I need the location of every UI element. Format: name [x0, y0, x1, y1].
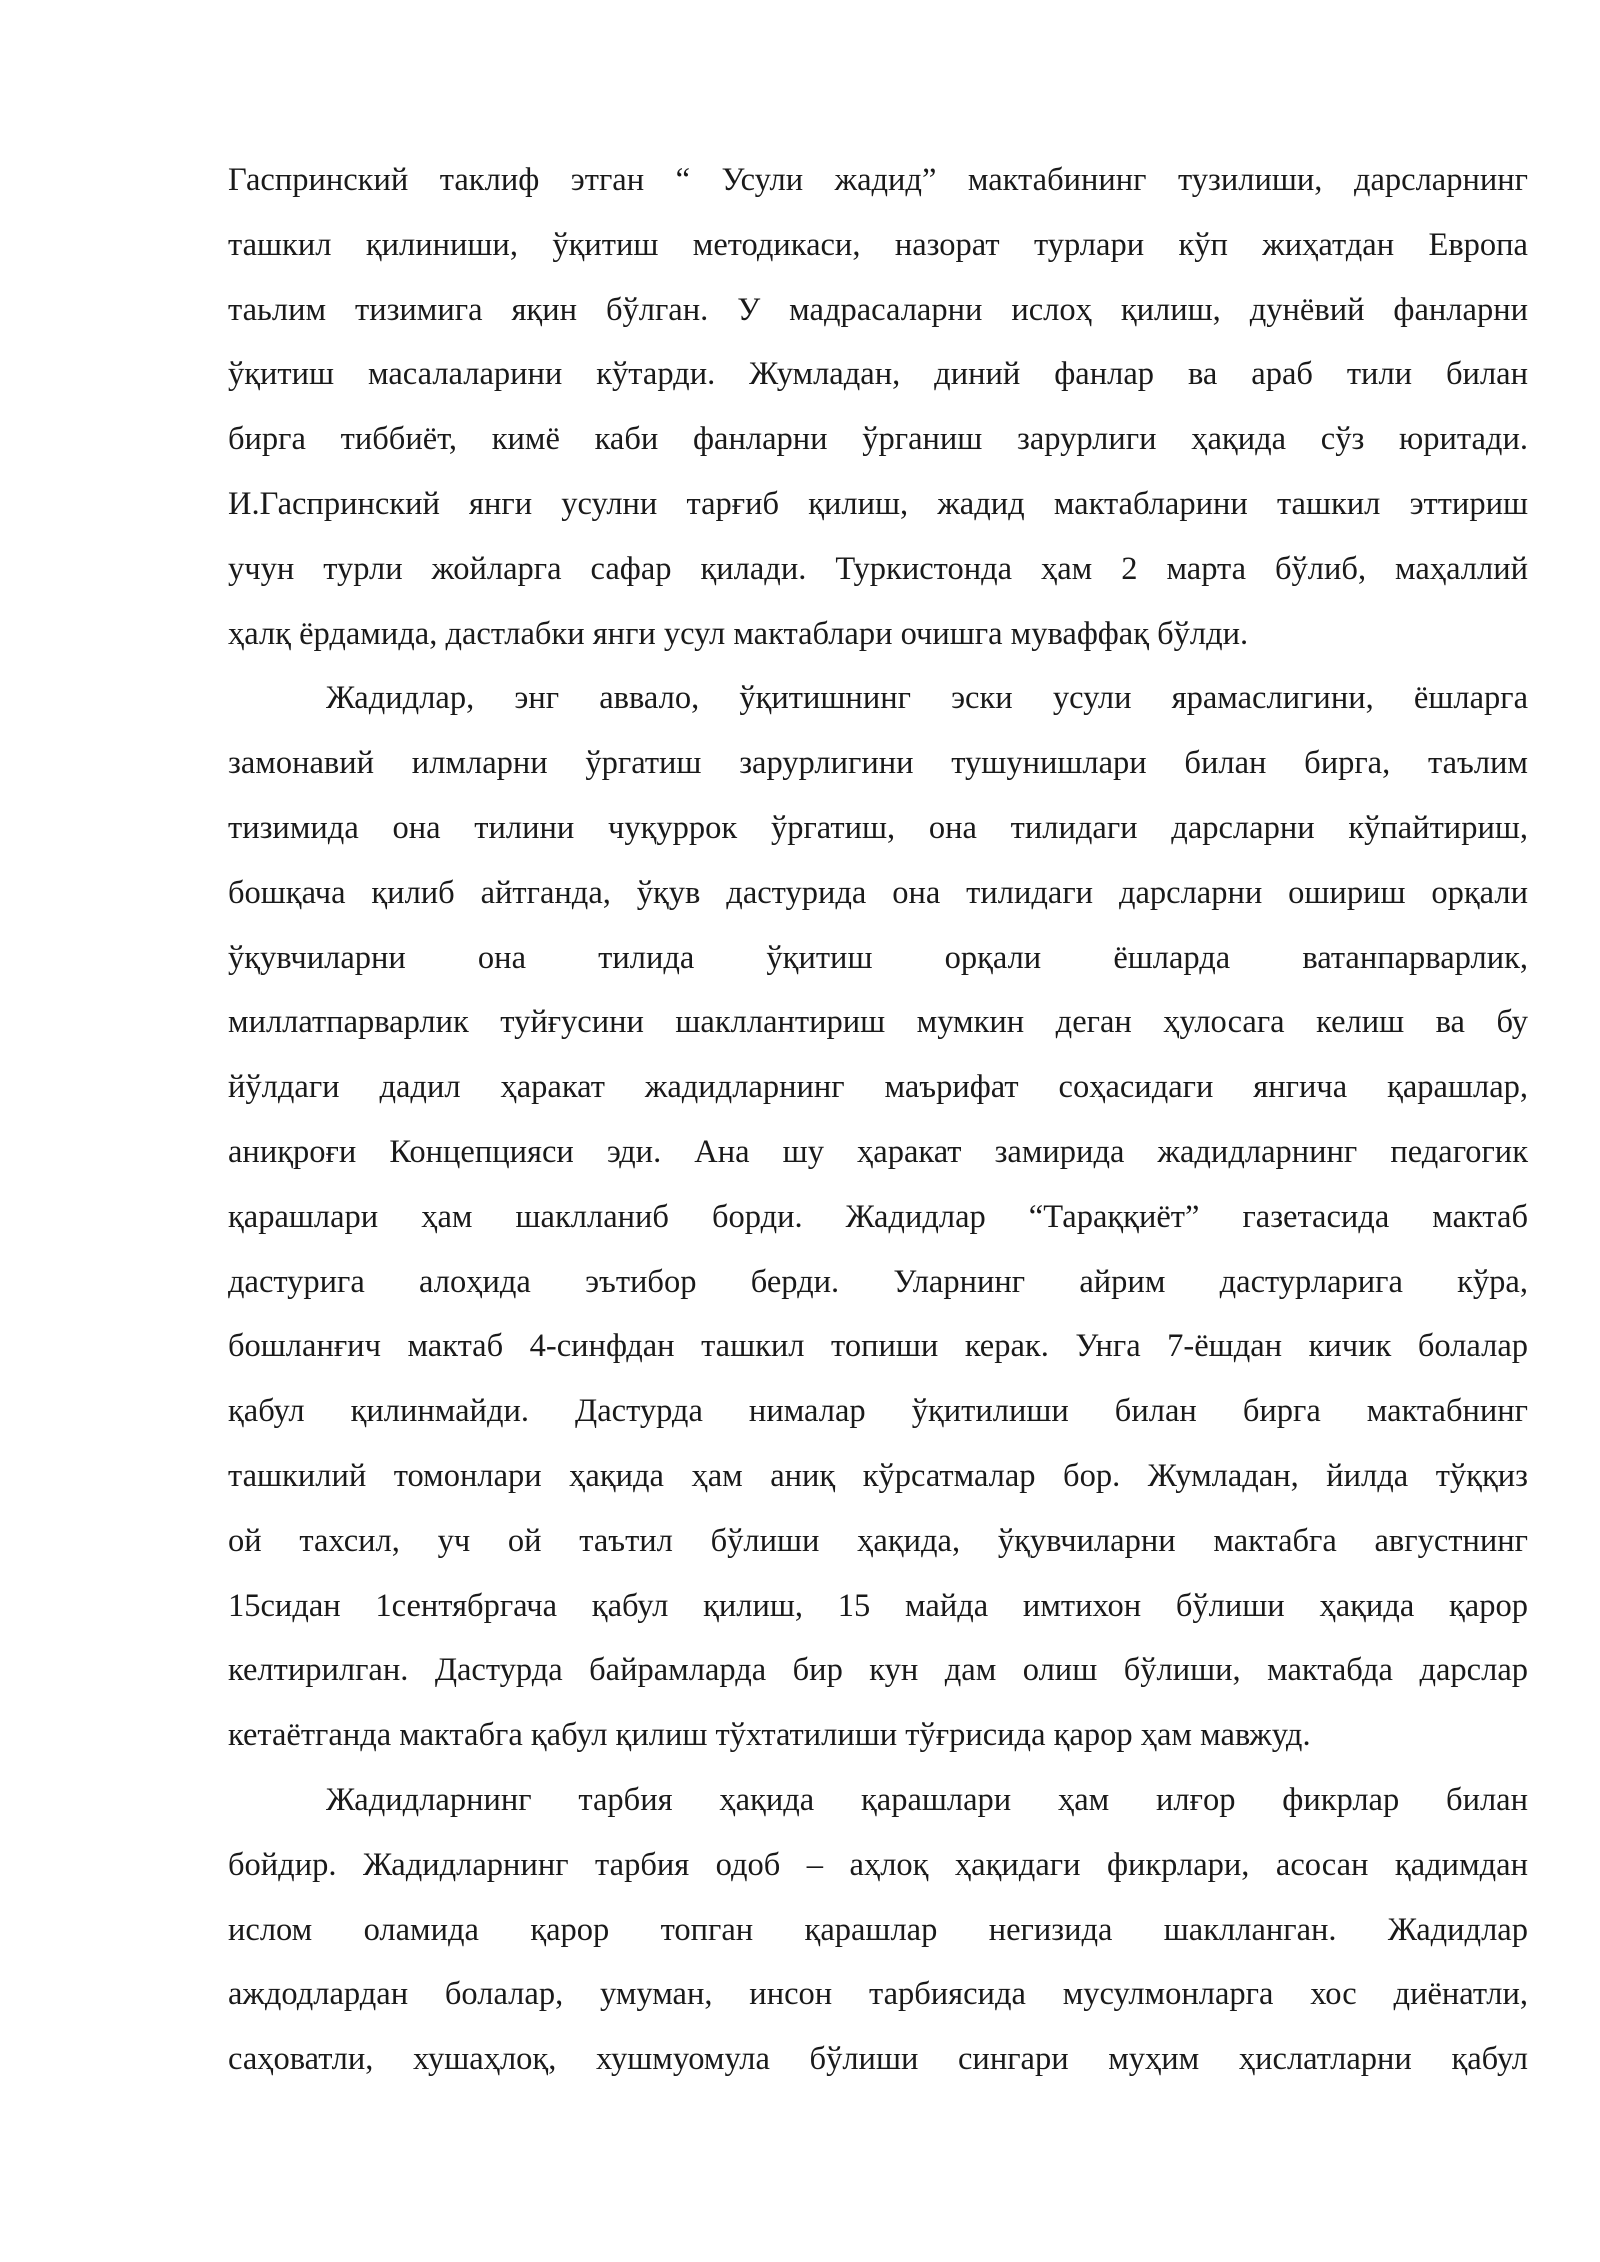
text-line: қабул қилинмайди. Дастурда нималар ўқитилиши билан бирга мактабнинг — [228, 1393, 1528, 1430]
text-line: келтирилган. Дастурда байрамларда бир кун дам олиш бўлиши, мактабда дарслар — [228, 1652, 1528, 1689]
text-line: бирга тиббиёт, кимё каби фанларни ўрганиш зарурлиги ҳақида сўз юритади. — [228, 421, 1528, 458]
text-line: бошланғич мактаб 4-синфдан ташкил топиши керак. Унга 7-ёшдан кичик болалар — [228, 1328, 1528, 1365]
text-line: И.Гаспринский янги усулни тарғиб қилиш, жадид мактабларини ташкил эттириш — [228, 485, 1528, 522]
text-line: Жадидларнинг тарбия ҳақида қарашлари ҳам илғор фикрлар билан — [326, 1781, 1528, 1818]
text-line: аждодлардан болалар, умуман, инсон тарбиясида мусулмонларга хос диёнатли, — [228, 1976, 1528, 2013]
text-line: ташкил қилиниши, ўқитиш методикаси, назорат турлари кўп жиҳатдан Европа — [228, 226, 1528, 263]
text-line: 15сидан 1сентябргача қабул қилиш, 15 майда имтихон бўлиши ҳақида қарор — [228, 1587, 1528, 1624]
text-line: ўқитиш масалаларини кўтарди. Жумладан, диний фанлар ва араб тили билан — [228, 356, 1528, 393]
text-line: бойдир. Жадидларнинг тарбия одоб – аҳлоқ ҳақидаги фикрлари, асосан қадимдан — [228, 1846, 1528, 1883]
document-body — [228, 148, 1528, 2092]
text-line: аниқроғи Концепцияси эди. Ана шу ҳаракат замирида жадидларнинг педагогик — [228, 1133, 1528, 1170]
text-line: ташкилий томонлари ҳақида ҳам аниқ кўрсатмалар бор. Жумладан, йилда тўққиз — [228, 1457, 1528, 1494]
text-line: замонавий илмларни ўргатиш зарурлигини тушунишлари билан бирга, таълим — [228, 745, 1528, 782]
text-line: кетаётганда мактабга қабул қилиш тўхтатилиши тўғрисида қарор ҳам мавжуд. — [228, 1717, 1311, 1754]
text-line: миллатпарварлик туйғусини шакллантириш мумкин деган ҳулосага келиш ва бу — [228, 1004, 1528, 1041]
text-line: қарашлари ҳам шаклланиб борди. Жадидлар “Тараққиёт” газетасида мактаб — [228, 1198, 1528, 1235]
text-line: ислом оламида қарор топган қарашлар негизида шаклланган. Жадидлар — [228, 1911, 1528, 1948]
paragraph-1 — [228, 148, 1528, 666]
text-line: таьлим тизимига яқин бўлган. У мадрасаларни ислоҳ қилиш, дунёвий фанларни — [228, 291, 1528, 328]
text-line: ҳалқ ёрдамида, дастлабки янги усул мактаблари очишга муваффақ бўлди. — [228, 615, 1249, 652]
text-line: йўлдаги дадил ҳаракат жадидларнинг маърифат соҳасидаги янгича қарашлар, — [228, 1069, 1528, 1106]
text-line: ой тахсил, уч ой таътил бўлиши ҳақида, ўқувчиларни мактабга августнинг — [228, 1522, 1528, 1559]
paragraph-3 — [228, 1768, 1528, 2092]
text-line: бошқача қилиб айтганда, ўқув дастурида она тилидаги дарсларни ошириш орқали — [228, 874, 1528, 911]
text-line: саҳоватли, хушаҳлоқ, хушмуомула бўлиши сингари муҳим ҳислатларни қабул — [228, 2041, 1528, 2078]
paragraph-2 — [228, 666, 1528, 1768]
text-line: Гаспринский таклиф этган “ Усули жадид” мактабининг тузилиши, дарсларнинг — [228, 162, 1528, 198]
text-line: тизимида она тилини чуқуррок ўргатиш, она тилидаги дарсларни кўпайтириш, — [228, 809, 1528, 846]
text-line: Жадидлар, энг аввало, ўқитишнинг эски усули ярамаслигини, ёшларга — [326, 680, 1528, 717]
text-line: дастурига алоҳида эътибор берди. Уларнинг айрим дастурларига кўра, — [228, 1263, 1528, 1300]
text-line: ўқувчиларни она тилида ўқитиш орқали ёшларда ватанпарварлик, — [228, 939, 1528, 976]
text-line: учун турли жойларга сафар қилади. Туркистонда ҳам 2 марта бўлиб, маҳаллий — [228, 550, 1528, 587]
